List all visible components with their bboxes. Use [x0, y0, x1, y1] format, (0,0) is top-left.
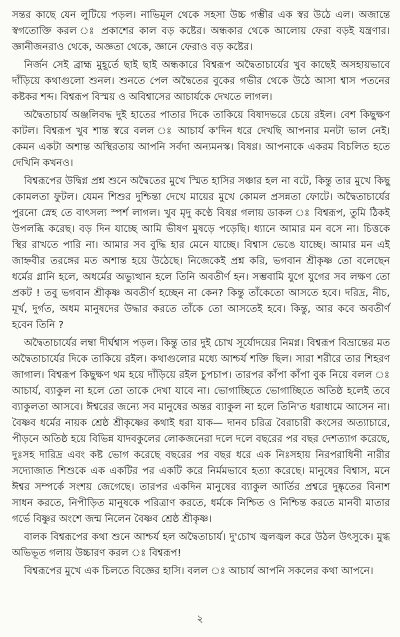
paragraph-4: বিশ্বরূপের উদ্বিগ্ন প্রশ্ন শুনে অদ্বৈতের মুখে স্মিত হাসির সঞ্চার হল না বটে, কিন্তু তার মুখে কিছু কোমলতা ফুটল। যেমন শিশুর দুশ্চিন্তা দেখে মায়ের মুখে কোমল প্রসন্নতা ফোটে। অদ্বৈতাচার্যের পুরনো স্নেহ তে বাৎসল্য স্পর্শ লাগল। খুব মৃদু কণ্ঠে বিষণ্ণ গলায় ডাকল ঃ বিশ্বরূপ, তুমি ঠিকই উপলব্ধি করেছ। বড় দিন যাচ্ছে আমি ভীষণ মুষড়ে পড়েছি। ধ্যানে আমার মন বসে না। চিত্তকে স্থির রাখতে পারি না। আমার সব বুদ্ধি হার মেনে যাচ্ছে। বিশ্বাস ভেঙে যাচ্ছে। আমার মন এই জাহ্নবীর তরঙ্গের মত অশান্ত হয়ে উঠেছে। নিজেকেই প্রশ্ন করি, ভগবান শ্রীকৃষ্ণ তো বলেছেন ধর্মের গ্লানি হলে, অধর্মের অভ্যুত্থান হলে তিনি অবতীর্ণ হন। সম্ভবামি যুগে যুগের সব লক্ষণ তো প্রকট ! তবু ভগবান শ্রীকৃষ্ণ অবতীর্ণ হচ্ছেন না কেন? কিন্তু তাঁকেতো আসতে হবে। দরিদ্র, নীচ, মূর্খ, দুর্গত, অধম মানুষদের উদ্ধার করতে তাঁকে তো আসতেই হবে। কিন্তু, আর কবে অবতীর্ণ হবেন তিনি ? — [12, 176, 390, 331]
paragraph-6: বালক বিশ্বরূপের কথা শুনে আশ্চর্য হল অদ্বৈতাচার্য। দু'চোখ জ্বলজ্বল করে উঠল উৎসুকে। মুগ্ধ অভিভূত গলায় উচ্চারণ করল ঃ বিশ্বরূপ! — [12, 532, 390, 559]
paragraph-1: সন্তর কাছে যেন লুটিয়ে পড়ল। নাভিমূল থেকে সহসা উচ্চ গম্ভীর এক স্বর উঠে এল। অজান্তে স্বগতোক্তি করল ঃ প্রকাশের কাল বড় কষ্টের। অন্ধকার থেকে আলোয় ফেরা বড়ই যন্ত্রণার। জ্ঞানীজনরাও থেকে, অজ্ঞতা থেকে, জ্ঞানে ফেরাও বড় কষ্টের। — [12, 10, 390, 53]
page-number: ২ — [196, 614, 204, 625]
paragraph-3: অদ্বৈতাচার্য অঞ্জলিবদ্ধ দুই হাতের পাতার দিকে তাকিয়ে বিষাদভরে চেয়ে রইল। বেশ কিছুক্ষণ কাটল। বিশ্বরূপ খুব শান্ত স্বরে বলল ঃ আচার্য ক'দিন ধরে দেখছি আপনার মনটা ভাল নেই। কেমন একটা অশান্ত অস্থিরতায় আপনি সর্বদা অন্যমনস্ক। বিষণ্ণ। আপনাকে একরম বিচলিত হতে দেখিনি কখনও। — [12, 110, 390, 169]
paragraph-7: বিশ্বরূপের মুখে এক চিলতে বিজ্ঞের হাসি। বলল ঃ আচার্য আপনি সকলের কথা আপনে। — [24, 566, 374, 577]
paragraph-2: নির্জন সেই ব্রাহ্ম মুহূর্তে ছাই ছাই অন্ধকারে বিশ্বরূপ অদ্বৈতাচার্যের খুব কাছেই অসহায়ভাবে দাঁড়িয়ে কথাগুলো শুনল। শুনতে পেল অদ্বৈতের বুকের গভীর থেকে উঠে আসা শ্বাস পতনের কষ্টকর শব্দ। বিশ্বরূপ বিস্ময় ও অবিশ্বাসের আচার্যকে দেখতে লাগল। — [12, 60, 390, 103]
paragraph-5: অদ্বৈতাচার্যের লম্বা দীর্ঘশ্বাস পড়ল। কিন্তু তার দুই চোখ সূর্যোদয়ের নিমগ্ন। বিশ্বরূপ বিভ্রান্তের মত অদ্বৈতাচার্যের দিকে তাকিয়ে রইল। কথাগুলোর মধ্যে আশ্চর্য শক্তি ছিল। সারা শরীরে তার শিহরণ জাগাল। বিশ্বরূপ কিছুক্ষণ থম হয়ে দাঁড়িয়ে রইল চুপচাপ। তারপর কাঁপা কাঁপা বুক নিয়ে বলল ঃ আচার্য, ব্যাকুল না হলে তো তাকে দেখা যাবে না। ভোগাচ্ছিতে ভোগাচ্ছিতে অতিষ্ঠ হলেই তবে ব্যাকুলতা আসবে। ঈশ্বরের জন্যে সব মানুষের অন্তর ব্যাকুল না হলে তিনি'ত ধরাধামে আসেন না। বৈষ্ণব ধর্মের নায়ক শ্রেষ্ঠ শ্রীকৃষ্ণের কথাই ধরা যাক— দানব চরিত্র বৈরাচারী কংসের অত্যাচারে, পীড়নে অতিষ্ঠ হয়ে বিভিন্ন যাদবকুলের লোকজনেরা দলে দলে বছরের পর বছর দেশত্যাগ করেছে, দুঃসহ দারিদ্র এবং কষ্ট ভোগ করেছে বছরের পর বছর ধরে এক নিঃসহায় নিরপরাধিনী নারীর সদ্যোজাত শিশুকে এক একটির পর একটি করে নির্মমভাবে হত্যা করেছে। মানুষের বিশ্বাস, মনে ঈশ্বর সম্পর্কে সংশয় জেগেছে। তারপর একদিন মানুষের ব্যাকুল আর্তির প্রশ্বরে দুষ্কৃতের বিনাশ সাধন করতে, নিপীড়িত মানুষকে পরিত্রাণ করতে, ধর্মকে নিশ্চিত ও নিশ্চিন্ত করতে মানবী মাতার গর্ভে বিষ্ণুর অংশে জন্ম নিলেন বৈষ্ণব শ্রেষ্ঠ শ্রীকৃষ্ণ। — [12, 338, 390, 525]
